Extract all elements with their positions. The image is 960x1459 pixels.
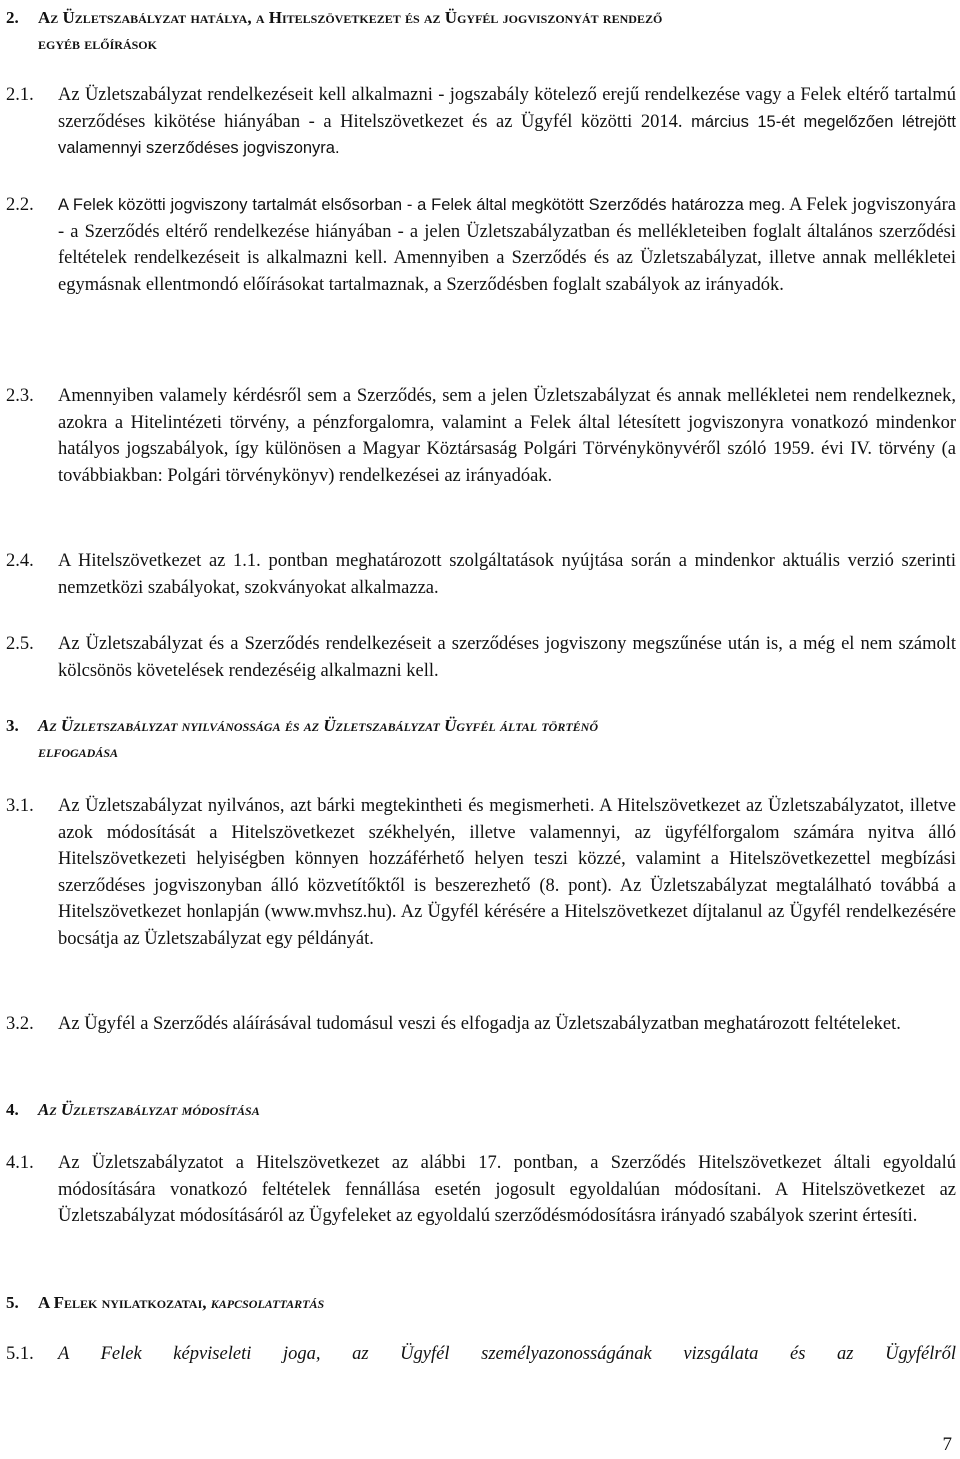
paragraph-2-4 (6, 548, 956, 601)
section-number: 5. (6, 1293, 19, 1312)
paragraph-number: 2.5. (6, 634, 34, 654)
section-title-italic: kapcsolattartás (210, 1293, 325, 1312)
paragraph-text-part: A Felek jogviszonyára - a Szerződés eltérő rendelkezése hiányában - a jelen Üzletszabályzatban és mellékleteiben foglalt általános szerződési feltételek rendelkezéseit is alkalmazni kell. Amennyiben a Szerződés és az Üzletszabályzat, illetve annak mellékletei egymásnak ellentmondó előírásokat tartalmaznak, a Szerződésben foglalt szabályok az irányadók. (58, 195, 956, 295)
paragraph-text: A Hitelszövetkezet az 1.1. pontban meghatározott szolgáltatások nyújtása során a mindenkor aktuális verzió szerinti nemzetközi szabályokat, szokványokat alkalmazza. (58, 551, 956, 598)
paragraph-text (58, 82, 956, 162)
section-heading-4 (6, 1097, 956, 1123)
paragraph-number: 2.2. (6, 195, 34, 215)
section-heading-2 (6, 5, 956, 57)
paragraph-number: 3.1. (6, 796, 34, 816)
paragraph-text: Az Üzletszabályzat nyilvános, azt bárki megtekintheti és megismerheti. A Hitelszövetkezet az Üzletszabályzatot, illetve azok módosítását a Hitelszövetkezet székhelyén, illetve valamennyi, az ügyfélforgalom számára nyitva álló Hitelszövetkezeti helyiségben könnyen hozzáférhető helyen teszi közzé, valamint a Hitelszövetkezettel megbízási szerződéses jogviszonyban álló közvetítőktől is beszerezhető (8. pont). Az Üzletszabályzat megtalálható továbbá a Hitelszövetkezet honlapján (www.mvhsz.hu). Az Ügyfél kérésére a Hitelszövetkezet díjtalanul az Ügyfél rendelkezésére bocsátja az Üzletszabályzat egy példányát. (58, 796, 956, 949)
paragraph-text: Az Üzletszabályzat és a Szerződés rendelkezéseit a szerződéses jogviszony megszűnése után is, a még el nem számolt kölcsönös követelések rendezéséig alkalmazni kell. (58, 634, 956, 681)
paragraph-number: 2.1. (6, 85, 34, 105)
paragraph-2-1 (6, 82, 956, 162)
section-title: Az Üzletszabályzat nyilvánossága és az Üzletszabályzat Ügyfél által történő (38, 716, 598, 735)
paragraph-number: 2.3. (6, 386, 34, 406)
paragraph-2-5 (6, 631, 956, 684)
paragraph-2-2 (6, 192, 956, 298)
paragraph-text: Amennyiben valamely kérdésről sem a Szerződés, sem a jelen Üzletszabályzat és annak mellékletei nem rendelkeznek, azokra a Hitelintézeti törvény, a pénzforgalomra, valamint a Felek által létesített jogviszonyra vonatkozó mindenkor hatályos jogszabályok, így különösen a Magyar Köztársaság Polgári Törvénykönyvéről szóló 1959. évi IV. törvény (a továbbiakban: Polgári törvénykönyv) rendelkezései az irányadóak. (58, 386, 956, 486)
section-title-continued: elfogadása (38, 742, 119, 761)
page-number: 7 (942, 1434, 952, 1455)
paragraph-text (58, 192, 956, 298)
paragraph-text-part: A Felek közötti jogviszony tartalmát elsősorban - a Felek által megkötött Szerződés határozza meg. (58, 196, 786, 214)
paragraph-4-1 (6, 1150, 956, 1230)
paragraph-number: 5.1. (6, 1344, 34, 1364)
paragraph-text: Az Üzletszabályzatot a Hitelszövetkezet az alábbi 17. pontban, a Szerződés Hitelszövetkezet általi egyoldalú módosítására vonatkozó feltételek fennállása esetén jogosult egyoldalúan módosítani. A Hitelszövetkezet az Üzletszabályzat módosításáról az Ügyfeleket az egyoldalú szerződésmódosításra irányadó szabályok szerint értesíti. (58, 1153, 956, 1226)
paragraph-number: 2.4. (6, 551, 34, 571)
section-title: Az Üzletszabályzat hatálya, a Hitelszövetkezet és az Ügyfél jogviszonyát rendező (38, 8, 663, 27)
section-title: A Felek nyilatkozatai, (38, 1293, 207, 1312)
section-number: 2. (6, 8, 19, 27)
section-heading-5 (6, 1290, 956, 1316)
paragraph-3-2 (6, 1011, 956, 1038)
paragraph-text-part: március 15-ét megelőzően létrejött valamennyi szerződéses jogviszonyra. (58, 112, 957, 157)
section-number: 4. (6, 1100, 19, 1119)
paragraph-2-3 (6, 383, 956, 489)
section-title: Az Üzletszabályzat módosítása (38, 1100, 260, 1119)
paragraph-number: 3.2. (6, 1014, 34, 1034)
section-title-continued: egyéb előírások (38, 34, 157, 53)
section-number: 3. (6, 716, 19, 735)
paragraph-number: 4.1. (6, 1153, 34, 1173)
section-heading-3 (6, 713, 956, 765)
paragraph-text: A Felek képviseleti joga, az Ügyfél személyazonosságának vizsgálata és az Ügyfélről (58, 1344, 956, 1364)
paragraph-5-1 (6, 1341, 956, 1368)
paragraph-3-1 (6, 793, 956, 952)
paragraph-text-part: Az Üzletszabályzat rendelkezéseit kell alkalmazni - jogszabály kötelező erejű rendelkezése vagy a Felek eltérő tartalmú szerződéses kikötése hiányában - a Hitelszövetkezet és az Ügyfél közötti 2014. (58, 85, 956, 132)
paragraph-text: Az Ügyfél a Szerződés aláírásával tudomásul veszi és elfogadja az Üzletszabályzatban meghatározott feltételeket. (58, 1014, 901, 1034)
